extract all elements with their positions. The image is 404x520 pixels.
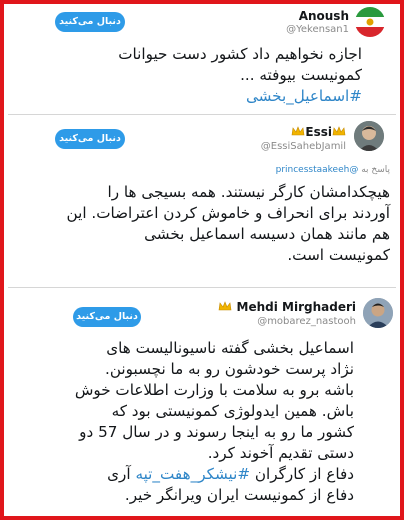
tweet-text-fragment: دفاع از کارگران [254, 465, 354, 483]
avatar-mehdi[interactable] [363, 298, 393, 328]
tweet-text [14, 338, 354, 506]
flag-icon [355, 7, 385, 37]
tweet-text [22, 44, 362, 107]
tweet-line: کمونیست بیوفته ... [240, 66, 362, 84]
tweet-line: اسماعیل بخشی گفته ناسیونالیست های [106, 339, 354, 357]
tweet-text-fragment: آری [107, 465, 131, 483]
tweet-line: باشه برو به سلامت با وزارت اطلاعات خوش [74, 381, 354, 399]
reply-prefix: پاسخ به [361, 165, 390, 175]
tweet-line: اجازه نخواهیم داد کشور دست حیوانات [118, 45, 362, 63]
author-name-text: Mehdi Mirghaderi [236, 300, 356, 314]
author-handle[interactable]: @Yekensan1 [286, 24, 349, 35]
divider [8, 287, 396, 288]
tweet-line: دستی تقدیم آخوند کرد. [207, 444, 354, 462]
author-handle[interactable]: @mobarez_nastooh [257, 316, 356, 327]
tweet-line: نژاد پرست خودشون رو به ما نچسبونن. [105, 360, 354, 378]
reply-mention-link[interactable]: @princesstaakeeh [275, 165, 359, 175]
author-name[interactable] [291, 125, 346, 140]
tweet-line: کمونیست است. [287, 246, 390, 264]
hashtag-link[interactable]: #اسماعیل_بخشی [245, 87, 362, 105]
tweet-line: کشور ما رو به اینجا رسوند و در سال 57 دو [79, 423, 354, 441]
author-handle[interactable]: @EssiSahebJamil [260, 141, 346, 152]
crown-emoji-icon [291, 126, 305, 140]
avatar-essi[interactable] [354, 121, 384, 151]
tweet-line [14, 464, 354, 485]
following-button[interactable]: دنبال می‌کنید [73, 307, 141, 327]
crown-emoji-icon [332, 126, 346, 140]
tweet-line: باش. همین ایدولوژی کمونیستی بود که [111, 402, 354, 420]
tweet-line: هیچکدامشان کارگر نیستند. همه بسیجی ها را [107, 183, 390, 201]
profile-photo-icon [363, 298, 393, 328]
tweet-line: دفاع از کمونیست ایران ویرانگر خیر. [124, 486, 354, 504]
tweet-line: آوردند برای انحراف و خاموش کردن اعتراضات. این [66, 204, 390, 222]
hashtag-link[interactable]: #نیشکر_هفت_تپه [135, 465, 251, 483]
crown-emoji-icon [218, 301, 232, 315]
following-button[interactable]: دنبال می‌کنید [55, 12, 125, 32]
profile-photo-icon [354, 121, 384, 151]
tweet-text [14, 182, 390, 266]
author-name[interactable] [218, 300, 356, 315]
avatar-anoush[interactable] [355, 7, 385, 37]
author-name-text: Essi [305, 125, 332, 139]
reply-context [276, 165, 390, 175]
following-button[interactable]: دنبال می‌کنید [55, 129, 125, 149]
author-name[interactable]: Anoush [298, 9, 349, 23]
tweet-line: هم مانند همان دسیسه اسماعیل بخشی [144, 225, 390, 243]
divider [8, 114, 396, 115]
